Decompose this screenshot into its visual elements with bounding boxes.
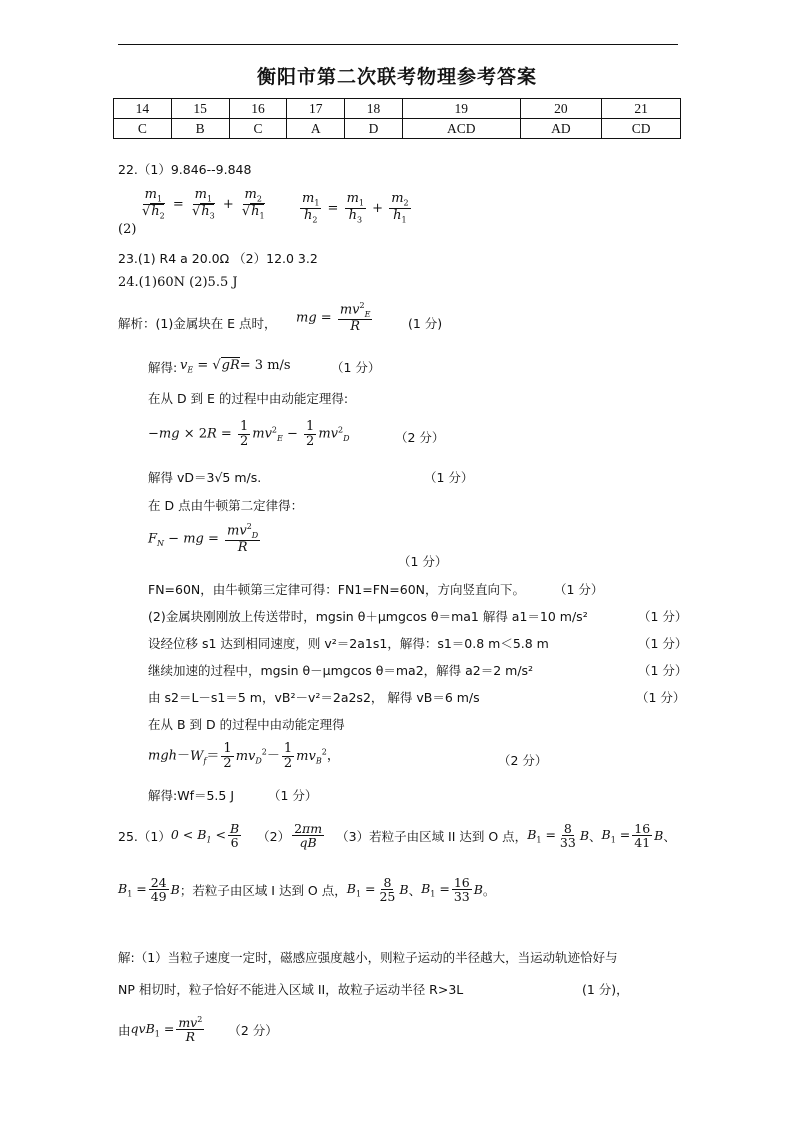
q24-line6: 在 D 点由牛顿第二定律得： bbox=[148, 498, 304, 513]
q25-solution-line2: NP 相切时，粒子恰好不能进入区域 II，故粒子运动半径 R>3L bbox=[118, 982, 464, 997]
q25-line2-mid: ；若粒子由区域 I 达到 O 点， bbox=[179, 882, 347, 898]
page-title: 衡阳市第二次联考物理参考答案 bbox=[256, 66, 537, 88]
q24-formula-e: mg = $\frac{mv^2_E}{R}$ bbox=[296, 301, 371, 335]
table-cell: 19 bbox=[402, 99, 520, 119]
answer-table bbox=[113, 98, 681, 139]
q24-line9-score: （1 分） bbox=[638, 609, 688, 624]
q22-formula-b: $\frac{m_1}{h_2}$ = $\frac{m_1}{h_3}$ + $\frac{m_2}{h_1}$ bbox=[302, 191, 409, 225]
q25-solution-line3-score: （2 分） bbox=[228, 1022, 278, 1038]
q24-line1-score: (1 分) bbox=[408, 316, 443, 331]
q25-solution-line2-score: (1 分)， bbox=[582, 982, 629, 997]
q24-formula-newton: $F_N$ − mg = $\frac{mv^2_D}{R}$ bbox=[148, 522, 259, 556]
q24-line9: (2)金属块刚刚放上传送带时，mgsin θ＋μmgcos θ＝ma1 解得 a1＝10 m/s² bbox=[148, 609, 588, 624]
q24-line11: 继续加速的过程中，mgsin θ－μmgcos θ＝ma2，解得 a2＝2 m/s² bbox=[148, 663, 534, 678]
q24-line8: FN=60N，由牛顿第三定律可得：FN1=FN=60N，方向竖直向下。 bbox=[148, 582, 526, 597]
table-cell: A bbox=[287, 119, 345, 139]
table-cell: AD bbox=[520, 119, 602, 139]
q24-line12-score: （1 分） bbox=[636, 690, 686, 705]
q24-line10: 设经位移 s1 达到相同速度，则 v²＝2a1s1，解得：s1＝0.8 m＜5.8 m bbox=[148, 636, 549, 651]
q25-solution-line3-prefix: 由 bbox=[118, 1022, 131, 1038]
q24-line11-score: （1 分） bbox=[638, 663, 688, 678]
q24-line5-score: （1 分） bbox=[424, 470, 474, 485]
q24-line8-score: （1 分） bbox=[554, 582, 604, 597]
q24-line15-score: （1 分） bbox=[268, 788, 318, 803]
answer-table-answer-row bbox=[114, 119, 681, 139]
q24-line2-tail: = 3 m/s bbox=[239, 358, 291, 373]
table-cell: C bbox=[114, 119, 172, 139]
q24-line15: 解得:Wf＝5.5 J bbox=[148, 788, 235, 803]
q22-formula-a: $\frac{m_1}{√h_2}$ = $\frac{m_1}{√h_3}$ + $\frac{m_2}{√h_1}$ bbox=[142, 187, 265, 221]
table-cell: B bbox=[171, 119, 229, 139]
table-cell: C bbox=[229, 119, 287, 139]
q22-part2-label: (2) bbox=[118, 222, 137, 237]
q24-line5: 解得 vD＝3√5 m/s. bbox=[148, 470, 262, 485]
table-cell: ACD bbox=[402, 119, 520, 139]
table-cell: 16 bbox=[229, 99, 287, 119]
q24-formula-energy: −mg × 2R = $\frac{1}{2}$ $mv^2_E$ − $\frac{1}{2}$ $mv^2_D$ bbox=[148, 419, 350, 449]
q24-head: 24.(1)60N (2)5.5 J bbox=[118, 275, 238, 290]
q24-line12: 由 s2＝L－s1＝5 m，vB²－v²＝2a2s2， 解得 vB＝6 m/s bbox=[148, 690, 480, 705]
table-cell: 21 bbox=[602, 99, 681, 119]
q25-solution-line1: 解:（1）当粒子速度一定时，磁感应强度越小，则粒子运动的半径越大，当运动轨迹恰好与 bbox=[118, 950, 618, 965]
q24-line2: 解得: bbox=[148, 360, 178, 375]
q24-line3: 在从 D 到 E 的过程中由动能定理得: bbox=[148, 391, 349, 406]
table-cell: CD bbox=[602, 119, 681, 139]
table-cell: 20 bbox=[520, 99, 602, 119]
q24-formula-ve: $v_E = √gR= 3$ m/s bbox=[180, 358, 291, 375]
table-cell: 18 bbox=[345, 99, 403, 119]
table-cell: 17 bbox=[287, 99, 345, 119]
table-cell: 14 bbox=[114, 99, 172, 119]
q24-line7-score: （1 分） bbox=[398, 554, 448, 569]
q25-part2: （2） bbox=[257, 828, 291, 844]
q22-part1: 22.（1）9.846--9.848 bbox=[118, 162, 252, 177]
q25-head: 25.（1） $0 < B_1$ < $\frac{B}{6}$ （2） $\frac{2\pi m}{qB}$ （3）若粒子由区域 II 达到 O 点， $B_1$ = $\frac{8}{33}$ B 、 $B_1$ = $\frac{16}{41}$ B 、 bbox=[118, 821, 676, 851]
q24-line10-score: （1 分） bbox=[638, 636, 688, 651]
q24-line4-score: （2 分） bbox=[395, 430, 445, 445]
q23-line: 23.(1) R4 a 20.0Ω （2）12.0 3.2 bbox=[118, 251, 318, 266]
q25-solution-line3: 由 qvB$_1$ = $\frac{mv^2}{R}$ （2 分） bbox=[118, 1015, 278, 1045]
top-rule bbox=[118, 44, 678, 45]
q24-line2-score: （1 分） bbox=[331, 360, 381, 375]
q24-line13: 在从 B 到 D 的过程中由动能定理得 bbox=[148, 717, 345, 732]
q25-head-prefix: 25.（1） bbox=[118, 828, 171, 844]
table-cell: 15 bbox=[171, 99, 229, 119]
q25-line2: $B_1$ = $\frac{24}{49}$ B ；若粒子由区域 I 达到 O 点， $B_1$ = $\frac{8}{25}$ B 、 $B_1$ = $\frac{16}{33}$ B 。 bbox=[118, 875, 496, 905]
q24-line14-score: （2 分） bbox=[498, 753, 548, 768]
q24-formula-bd: $mgh-W_f=$ $\frac{1}{2}$ $mv_D^2-$ $\frac{1}{2}$ $mv_B^2$， bbox=[148, 741, 340, 771]
table-cell: D bbox=[345, 119, 403, 139]
answer-table-header-row bbox=[114, 99, 681, 119]
q25-part3: （3）若粒子由区域 II 达到 O 点， bbox=[336, 828, 528, 844]
q24-line1: 解析：(1)金属块在 E 点时， bbox=[118, 316, 277, 331]
